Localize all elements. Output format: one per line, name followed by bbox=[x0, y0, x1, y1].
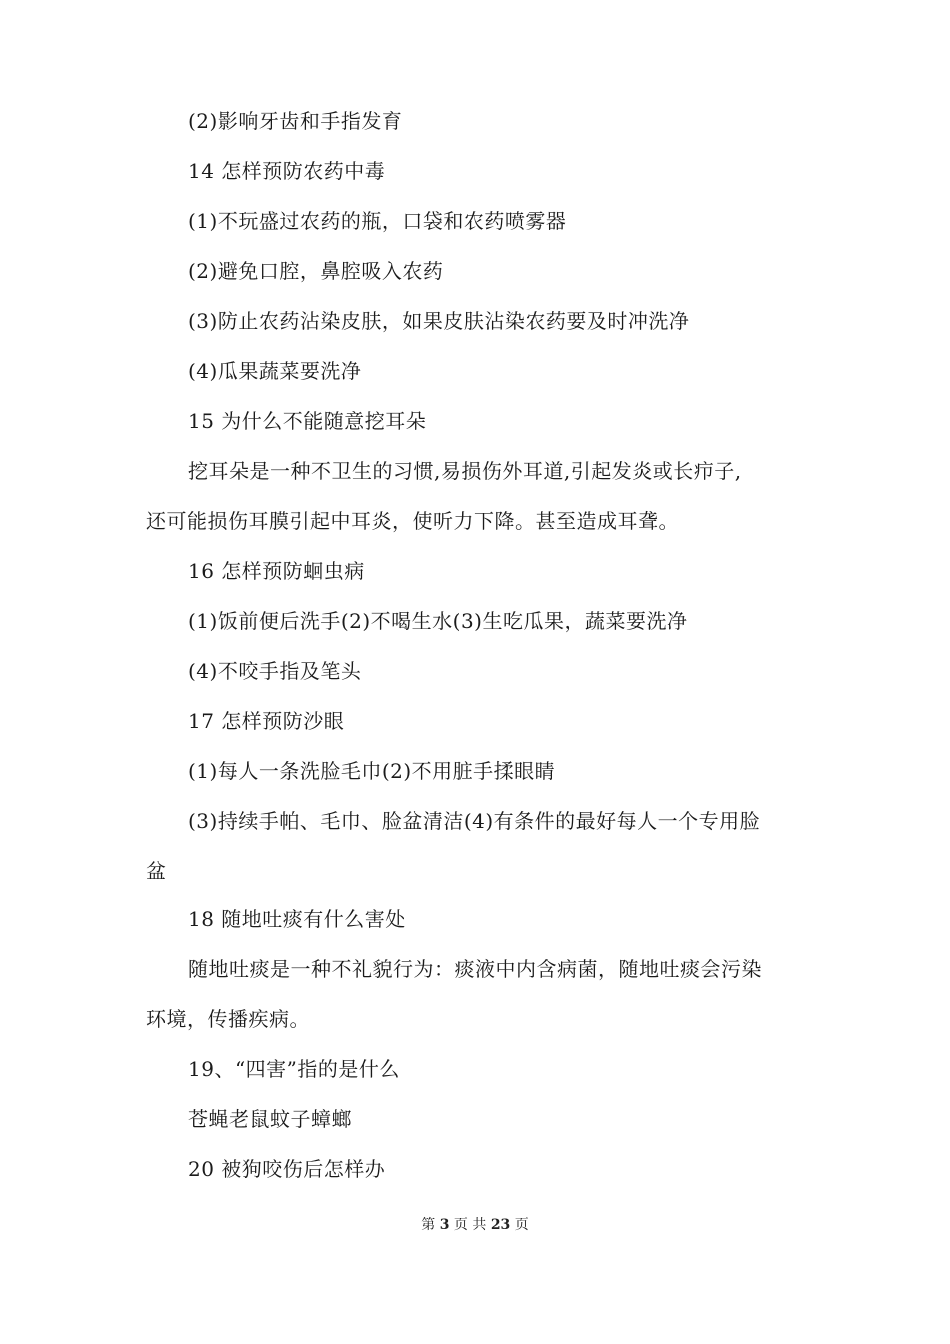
page-footer bbox=[0, 1216, 950, 1234]
text-line: (3)防止农药沾染皮肤，如果皮肤沾染农药要及时冲洗净 bbox=[188, 309, 690, 333]
section-heading: 19、“四害”指的是什么 bbox=[188, 1057, 400, 1081]
text-line: (2)避免口腔，鼻腔吸入农药 bbox=[188, 259, 444, 283]
section-heading: 15 为什么不能随意挖耳朵 bbox=[188, 409, 427, 433]
footer-suffix: 页 bbox=[514, 1217, 529, 1233]
text-line: 挖耳朵是一种不卫生的习惯,易损伤外耳道,引起发炎或长疖子, bbox=[188, 459, 742, 483]
section-heading: 18 随地吐痰有什么害处 bbox=[188, 907, 406, 931]
text-line: 苍蝇老鼠蚊子蟑螂 bbox=[188, 1107, 352, 1131]
section-heading: 20 被狗咬伤后怎样办 bbox=[188, 1157, 386, 1181]
text-line: (4)瓜果蔬菜要洗净 bbox=[188, 359, 362, 383]
text-line: (3)持续手帕、毛巾、脸盆清洁(4)有条件的最好每人一个专用脸 bbox=[188, 809, 761, 833]
footer-total-pages: 23 bbox=[490, 1217, 511, 1233]
section-heading: 14 怎样预防农药中毒 bbox=[188, 159, 386, 183]
text-line: 还可能损伤耳膜引起中耳炎，使听力下降。甚至造成耳聋。 bbox=[146, 509, 679, 533]
section-heading: 17 怎样预防沙眼 bbox=[188, 709, 345, 733]
text-line: 盆 bbox=[146, 859, 167, 883]
text-line: (1)饭前便后洗手(2)不喝生水(3)生吃瓜果，蔬菜要洗净 bbox=[188, 609, 688, 633]
footer-prefix: 第 bbox=[421, 1217, 436, 1233]
footer-middle: 页 共 bbox=[453, 1217, 487, 1233]
text-line: (4)不咬手指及笔头 bbox=[188, 659, 362, 683]
text-line: (1)不玩盛过农药的瓶，口袋和农药喷雾器 bbox=[188, 209, 567, 233]
section-heading: 16 怎样预防蛔虫病 bbox=[188, 559, 365, 583]
footer-page-number: 3 bbox=[439, 1217, 450, 1233]
text-line: (2)影响牙齿和手指发育 bbox=[188, 109, 403, 133]
text-line: (1)每人一条洗脸毛巾(2)不用脏手揉眼睛 bbox=[188, 759, 556, 783]
text-line: 随地吐痰是一种不礼貌行为：痰液中内含病菌，随地吐痰会污染 bbox=[188, 957, 762, 981]
text-line: 环境，传播疾病。 bbox=[146, 1007, 310, 1031]
